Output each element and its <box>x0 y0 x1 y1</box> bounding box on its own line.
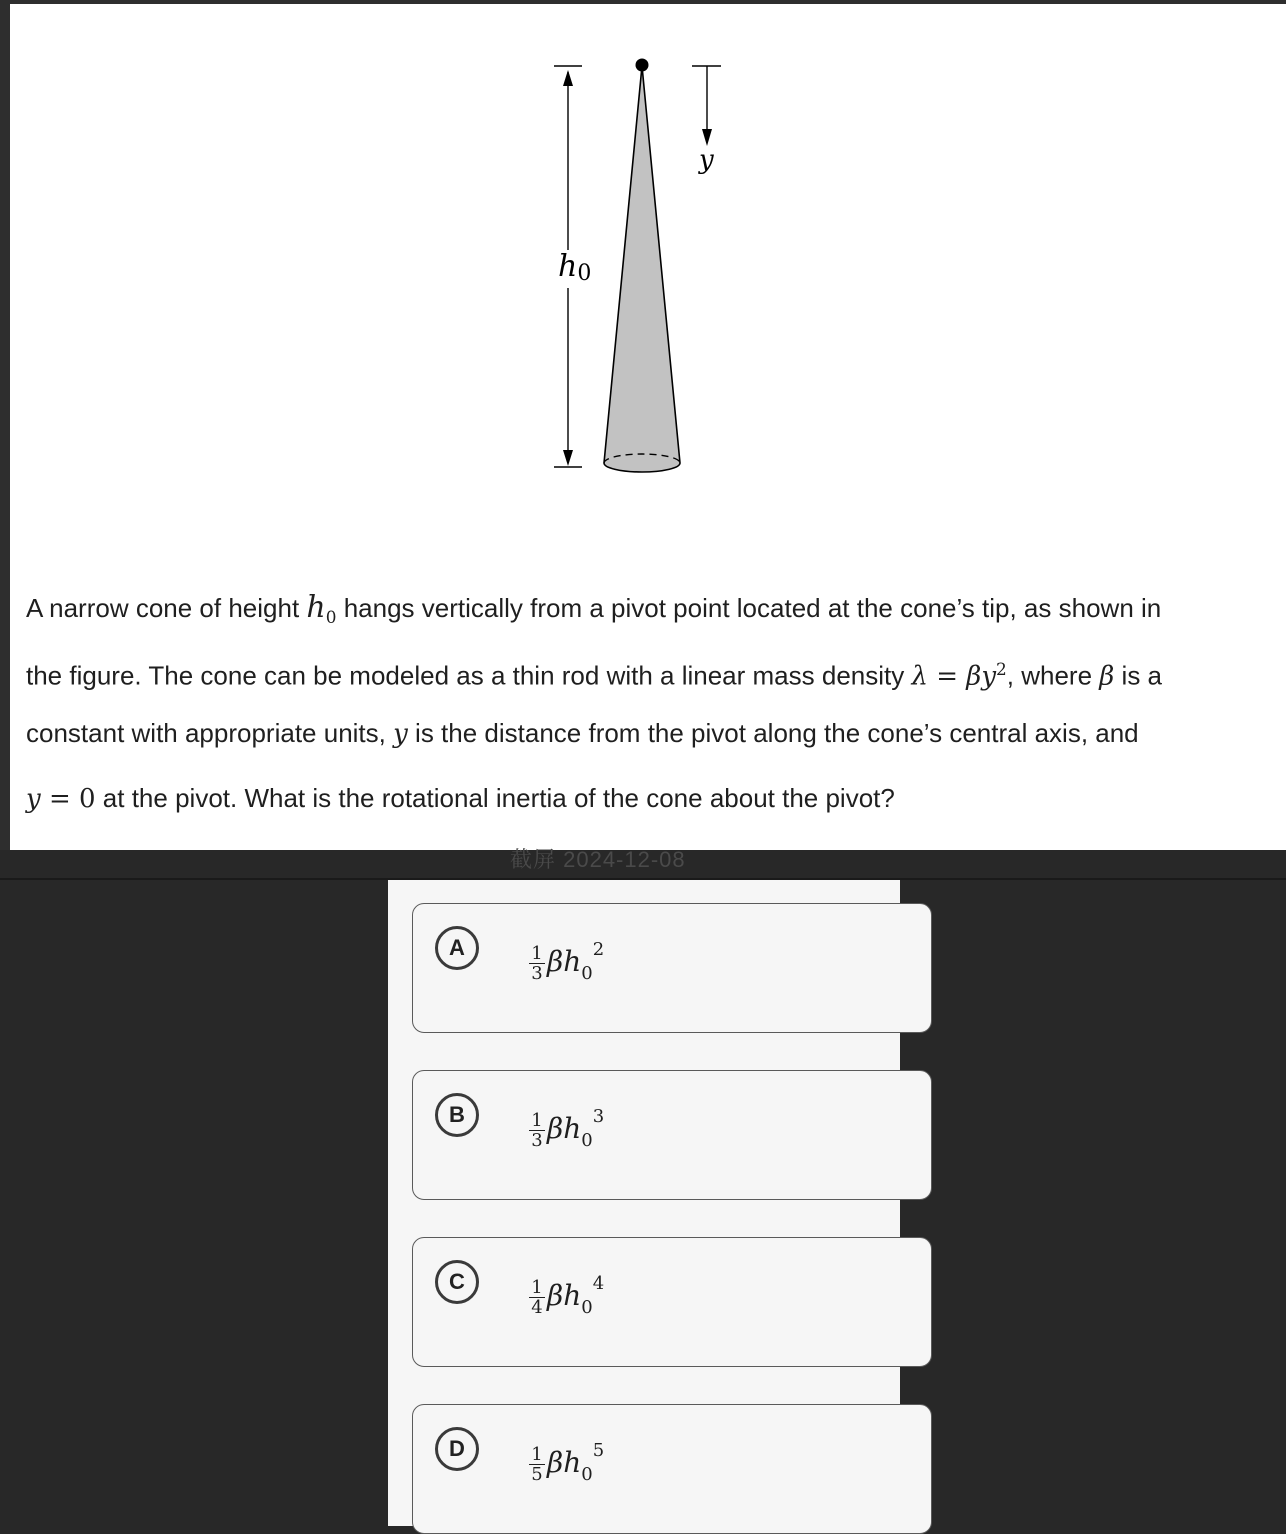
answer-panel <box>388 880 900 1526</box>
question-line-4: y = 0 at the pivot. What is the rotational inertia of the cone about the pivot? <box>26 783 895 814</box>
question-line-1: A narrow cone of height $h_0$ hangs vertically from a pivot point located at the cone’s tip, as shown in <box>26 590 1162 628</box>
pivot-point <box>636 59 649 72</box>
option-a[interactable]: A $\frac{1}{3}$ $\beta h_0^2$ <box>412 903 932 1033</box>
cone <box>604 59 680 473</box>
question-line-2: the figure. The cone can be modeled as a thin rod with a linear mass density $\lambda = \beta y^2$, where β is a <box>26 659 1162 692</box>
y-axis-label: y <box>699 145 714 175</box>
height-label: h0 <box>558 249 592 286</box>
screenshot-timestamp: 截屏 2024-12-08 <box>510 847 686 872</box>
option-c[interactable]: C $\frac{1}{4}$ $\beta h_0^4$ <box>412 1237 932 1367</box>
option-letter: D <box>435 1427 479 1471</box>
option-d[interactable]: D $\frac{1}{5}$ $\beta h_0^5$ <box>412 1404 932 1534</box>
option-letter: C <box>435 1260 479 1304</box>
option-b[interactable]: B $\frac{1}{3}$ $\beta h_0^3$ <box>412 1070 932 1200</box>
option-letter: A <box>435 926 479 970</box>
cone-figure <box>10 4 1286 524</box>
left-edge <box>0 0 10 850</box>
y-axis-arrow <box>692 66 721 146</box>
option-letter: B <box>435 1093 479 1137</box>
question-panel <box>10 4 1286 850</box>
question-line-3: constant with appropriate units, y is the distance from the pivot along the cone’s central axis, and <box>26 718 1139 749</box>
